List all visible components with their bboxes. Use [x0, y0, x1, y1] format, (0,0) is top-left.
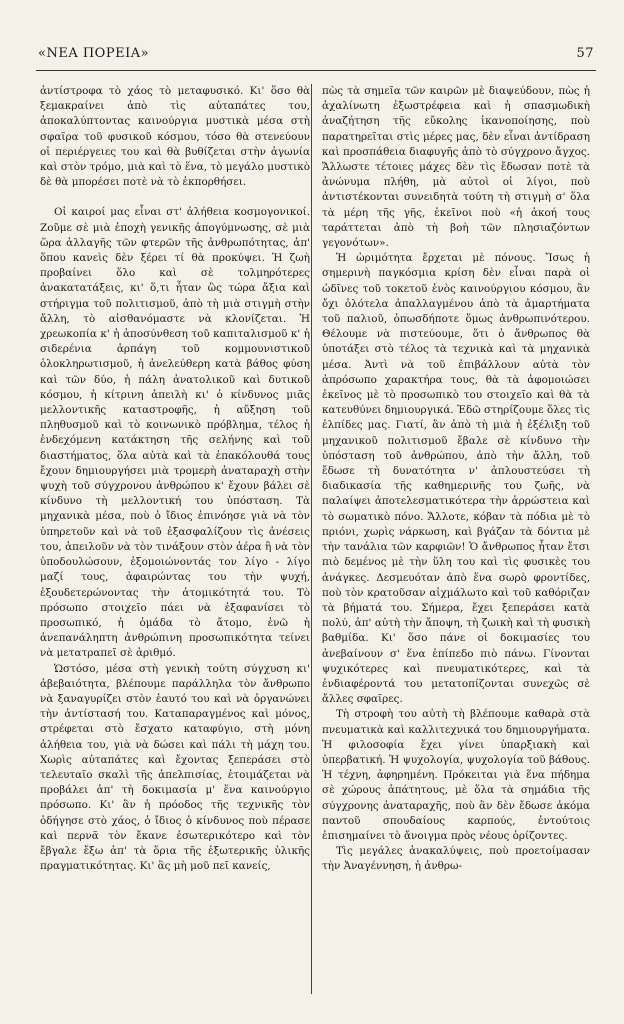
column-divider: [311, 84, 312, 994]
header-rule: [36, 70, 596, 71]
left-paragraph-2: Οἱ καιροί μας εἶναι στ' ἀλήθεια κοσμογονικοί. Ζοῦμε σὲ μιὰ ἐποχὴ γενικῆς ἀπογύμνωσης, σὲ μιὰ ὥρα ἀλλαγῆς τῶν φτερῶν τῆς ἀνθρωπότητας, ἀπ' ὅπου κανεὶς δὲν ξέρει τί θὰ προκύψει. Ἡ ζωὴ προβαίνει ὅλο καὶ σὲ τολμηρότερες ἀνακατατάξεις, κι' ὅ,τι ἦταν ὣς τώρα ἄξια καὶ στήριγμα τοῦ πολιτισμοῦ, ἀπὸ τὴ μιὰ στιγμὴ στὴν ἄλλη, τὸ αἰσθανόμαστε νὰ κλονίζεται. Ἡ χρεωκοπία κ' ἡ ἀποσύνθεση τοῦ καπιταλισμοῦ κ' ἡ σιδερένια ἁρπάγη τοῦ κομμουνιστικοῦ ὁλοκληρωτισμοῦ, ἡ ἀνελεύθερη κατὰ βάθος φύση καὶ τῶν δύο, ἡ πάλη ἀνατολικοῦ καὶ δυτικοῦ κόσμου, ἡ κίτρινη ἀπειλὴ κι' ὁ κίνδυνος μιᾶς μελλοντικῆς καταστροφῆς, ἡ αὔξηση τοῦ πληθυσμοῦ καὶ τὸ κοινωνικὸ πρόβλημα, τέλος ἡ ἐνδεχόμενη κατάκτηση τῆς σελήνης καὶ τοῦ διαστήματος, ὅλα αὐτὰ καὶ τὰ ἐπακόλουθά τους ἔχουν δημιουργήσει μιὰ τρομερὴ ἀναταραχὴ στὴν ψυχὴ τοῦ σύγχρονου ἀνθρώπου κ' ἔχουν βάλει σὲ κίνδυνο τὴ μελλοντική του ὑπόσταση. Τὰ μηχανικὰ μέσα, ποὺ ὁ ἴδιος ἐπινόησε γιὰ νὰ τὸν ὑπηρετοῦν καὶ νὰ τοῦ ἐξασφαλίζουν τὶς ἀνέσεις του, ἀπειλοῦν νὰ τὸν τινάξουν στὸν ἀέρα ἢ νὰ τὸν ὑποδουλώσουν, ἐξομοιώνοντάς τον λίγο - λίγο μαζί τους, ἀφαιρώντας του τὴν ψυχή, ἐξουδετερώνοντας τὴν ἀτομικότητά του. Τὸ πρόσωπο στοιχεῖο πάει νὰ ἐξαφανίσει τὸ προσωπικό, ἡ ὁμάδα τὸ ἄτομο, ἐνῶ ἡ ἀνεπανάληπτη ἀνθρώπινη προσωπικότητα τείνει νὰ μετατραπεῖ σὲ ἀριθμό.: [40, 206, 310, 660]
right-paragraph-1: πὼς τὰ σημεῖα τῶν καιρῶν μὲ διαψεύδουν, πὼς ἡ ἀχαλίνωτη ἐξωστρέφεια καὶ ἡ σπασμωδικὴ ἀναζήτηση τῆς εὔκολης ἱκανοποίησης, ποὺ παρατηρεῖται στὶς μέρες μας, δὲν εἶναι ἀντίδραση καὶ προσπάθεια διαφυγῆς ἀπὸ τὸ σύγχρονο ἄγχος. Ἄλλωστε τέτοιες μάχες δὲν τὶς ἔδωσαν ποτὲ τὰ ἀνώνυμα πλήθη, μὰ αὐτοὶ οἱ λίγοι, ποὺ ἀντιστέκονται συνειδητὰ τούτη τὴ στιγμὴ σ' ὅλα τὰ μέρη τῆς γῆς, ἐκεῖνοι ποὺ «ἡ ἀκοή τους ταράττεται ἀπὸ τὴ βοὴ τῶν πλησιαζόντων γεγονότων».: [322, 85, 590, 250]
journal-title: «ΝΕΑ ΠΟΡΕΙΑ»: [38, 46, 150, 61]
right-column: [322, 84, 590, 875]
left-paragraph-3: Ὡστόσο, μέσα στὴ γενικὴ τούτη σύγχυση κι' ἀβεβαιότητα, βλέπουμε παράλληλα τὸν ἄνθρωπο νὰ ξαναγυρίζει στὸν ἑαυτό του καὶ νὰ ὀργανώνει τὴν ἀντίστασή του. Καταπαραγμένος καὶ μόνος, στρέφεται στὸ ἔσχατο καταφύγιο, στὴ μόνη ἀλήθεια του, γιὰ νὰ δώσει καὶ πάλι τὴ μάχη του. Χωρὶς αὐταπάτες καὶ ἔχοντας ξεπεράσει στὸ τελευταῖο σκαλὶ τῆς ἀπελπισίας, ἑτοιμάζεται νὰ προβάλει ἀπ' τὴ δοκιμασία μ' ἕνα καινούργιο πρόσωπο. Κι' ἂν ἡ πρόοδος τῆς τεχνικῆς τὸν ὁδήγησε στὸ χάος, ὁ ἴδιος ὁ κίνδυνος ποὺ πέρασε καὶ περνᾶ τὸν ἔκανε ἐσωτερικότερο καὶ τὸν ἔβγαλε ἔξω ἀπ' τὰ ὅρια τῆς ἐξωτερικῆς ὑλικῆς πραγματικότητας. Κι' ἂς μὴ μοῦ πεῖ κανείς,: [40, 662, 310, 873]
left-paragraph-1: ἀντίστροφα τὸ χάος τὸ μεταφυσικό. Κι' ὅσο θὰ ξεμακραίνει ἀπὸ τὶς αὐταπάτες του, ἀποκαλύπτοντας καινούργια μυστικὰ μέσα στὴ σφαῖρα τοῦ φυσικοῦ κόσμου, τόσο θὰ στενεύουν οἱ περιέργειες του καὶ θὰ βυθίζεται στὴν ἀγωνία καὶ στὸν τρόμο, μιὰ καὶ τὸ ἕνα, τὸ μεγάλο μυστικὸ δὲ θὰ μπορέσει ποτὲ νὰ τὸ ἐκπορθήσει.: [40, 85, 310, 189]
right-paragraph-2: Ἡ ὡριμότητα ἔρχεται μὲ πόνους. Ἴσως ἡ σημερινὴ παγκόσμια κρίση δὲν εἶναι παρὰ οἱ ὠδῖνες τοῦ τοκετοῦ ἑνὸς καινούργιου κόσμου, ἂν ὄχι ὁλότελα ἀπαλλαγμένου ἀπὸ τὰ ἁμαρτήματα τοῦ παλιοῦ, ὁπωσδήποτε ὅμως ἀνθρωπινότερου. Θέλουμε νὰ πιστεύουμε, ὅτι ὁ ἄνθρωπος θὰ ὑποτάξει στὸ τέλος τὰ τεχνικὰ καὶ τὰ μηχανικὰ μέσα. Ἀντὶ νὰ τοῦ ἐπιβάλλουν αὐτὰ τὸν ἀπρόσωπο χαρακτήρα τους, θὰ τὰ ἀφομοιώσει ἐκεῖνος μὲ τὸ προσωπικὸ του στοιχεῖο καὶ θὰ τὰ κατευθύνει δημιουργικά. Ἐδῶ στηρίζουμε ὅλες τὶς ἐλπίδες μας. Γιατί, ἂν ἀπὸ τὴ μιὰ ἡ ἐξέλιξη τοῦ μηχανικοῦ πολιτισμοῦ ἔβαλε σὲ κίνδυνο τὴν ὑπόσταση τοῦ ἀνθρώπου, ἀπὸ τὴν ἄλλη, τοῦ ἔδωσε τὴ δυνατότητα ν' ἁπλουστεύσει τὴ διαδικασία τῆς καθημερινῆς του ζωῆς, νὰ παλαίψει ἀποτελεσματικότερα τὴν ἀρρώστεια καὶ τὸ σωματικὸ πόνο. Ἄλλοτε, κόβαν τὰ πόδια μὲ τὸ πριόνι, χωρὶς νάρκωση, καὶ βγάζαν τὰ δόντια μὲ τὴν τανάλια τῶν καρφιῶν! Ὁ ἄνθρωπος ἦταν ἔτσι πιὸ δεμένος μὲ τὴν ὕλη του καὶ τὶς φυσικὲς του ἀνάγκες. Δεσμευόταν ἀπὸ ἕνα σωρὸ φροντίδες, ποὺ τὸν κρατοῦσαν αἰχμάλωτο καὶ τοῦ καθόριζαν τὰ βήματά του. Σήμερα, ἔχει ξεπεράσει κατὰ πολύ, ἀπ' αὐτὴ τὴν ἄποψη, τὴ ζωικὴ καὶ τὴ φυσικὴ βαθμίδα. Κι' ὅσο πάνε οἱ δοκιμασίες του ἀνεβαίνουν σ' ἕνα ἐπίπεδο πιὸ πάνω. Γίνονται ψυχικότερες καὶ πνευματικότερες, καὶ τὰ ἐνδιαφέροντά του μετατοπίζονται συνεχῶς σὲ ἄλλες σφαῖρες.: [322, 252, 590, 706]
left-column: [40, 84, 310, 874]
right-paragraph-3: Τὴ στροφὴ του αὐτὴ τὴ βλέπουμε καθαρὰ στὰ πνευματικὰ καὶ καλλιτεχνικά του δημιουργήματα. Ἡ φιλοσοφία ἔχει γίνει ὑπαρξιακὴ καὶ ὑπερβατική. Ἡ ψυχολογία, ψυχολογία τοῦ βάθους. Ἡ τέχνη, ἀφηρημένη. Πρόκειται γιὰ ἕνα πήδημα σὲ χώρους ἀπάτητους, μὲ ὅλα τὰ σημάδια τῆς σύγχρονης ἀναταραχῆς, ποὺ ἂν δὲν ἔδωσε ἀκόμα παντοῦ σπουδαίους καρπούς, ἐντούτοις ἐπισημαίνει τὸ ἄνοιγμα πρὸς νέους ὁρίζοντες.: [322, 708, 590, 842]
right-paragraph-4: Τὶς μεγάλες ἀνακαλύψεις, ποὺ προετοίμασαν τὴν Ἀναγέννηση, ἡ ἀνθρω-: [322, 845, 590, 873]
page-number: 57: [576, 46, 594, 61]
running-header: [38, 46, 594, 68]
